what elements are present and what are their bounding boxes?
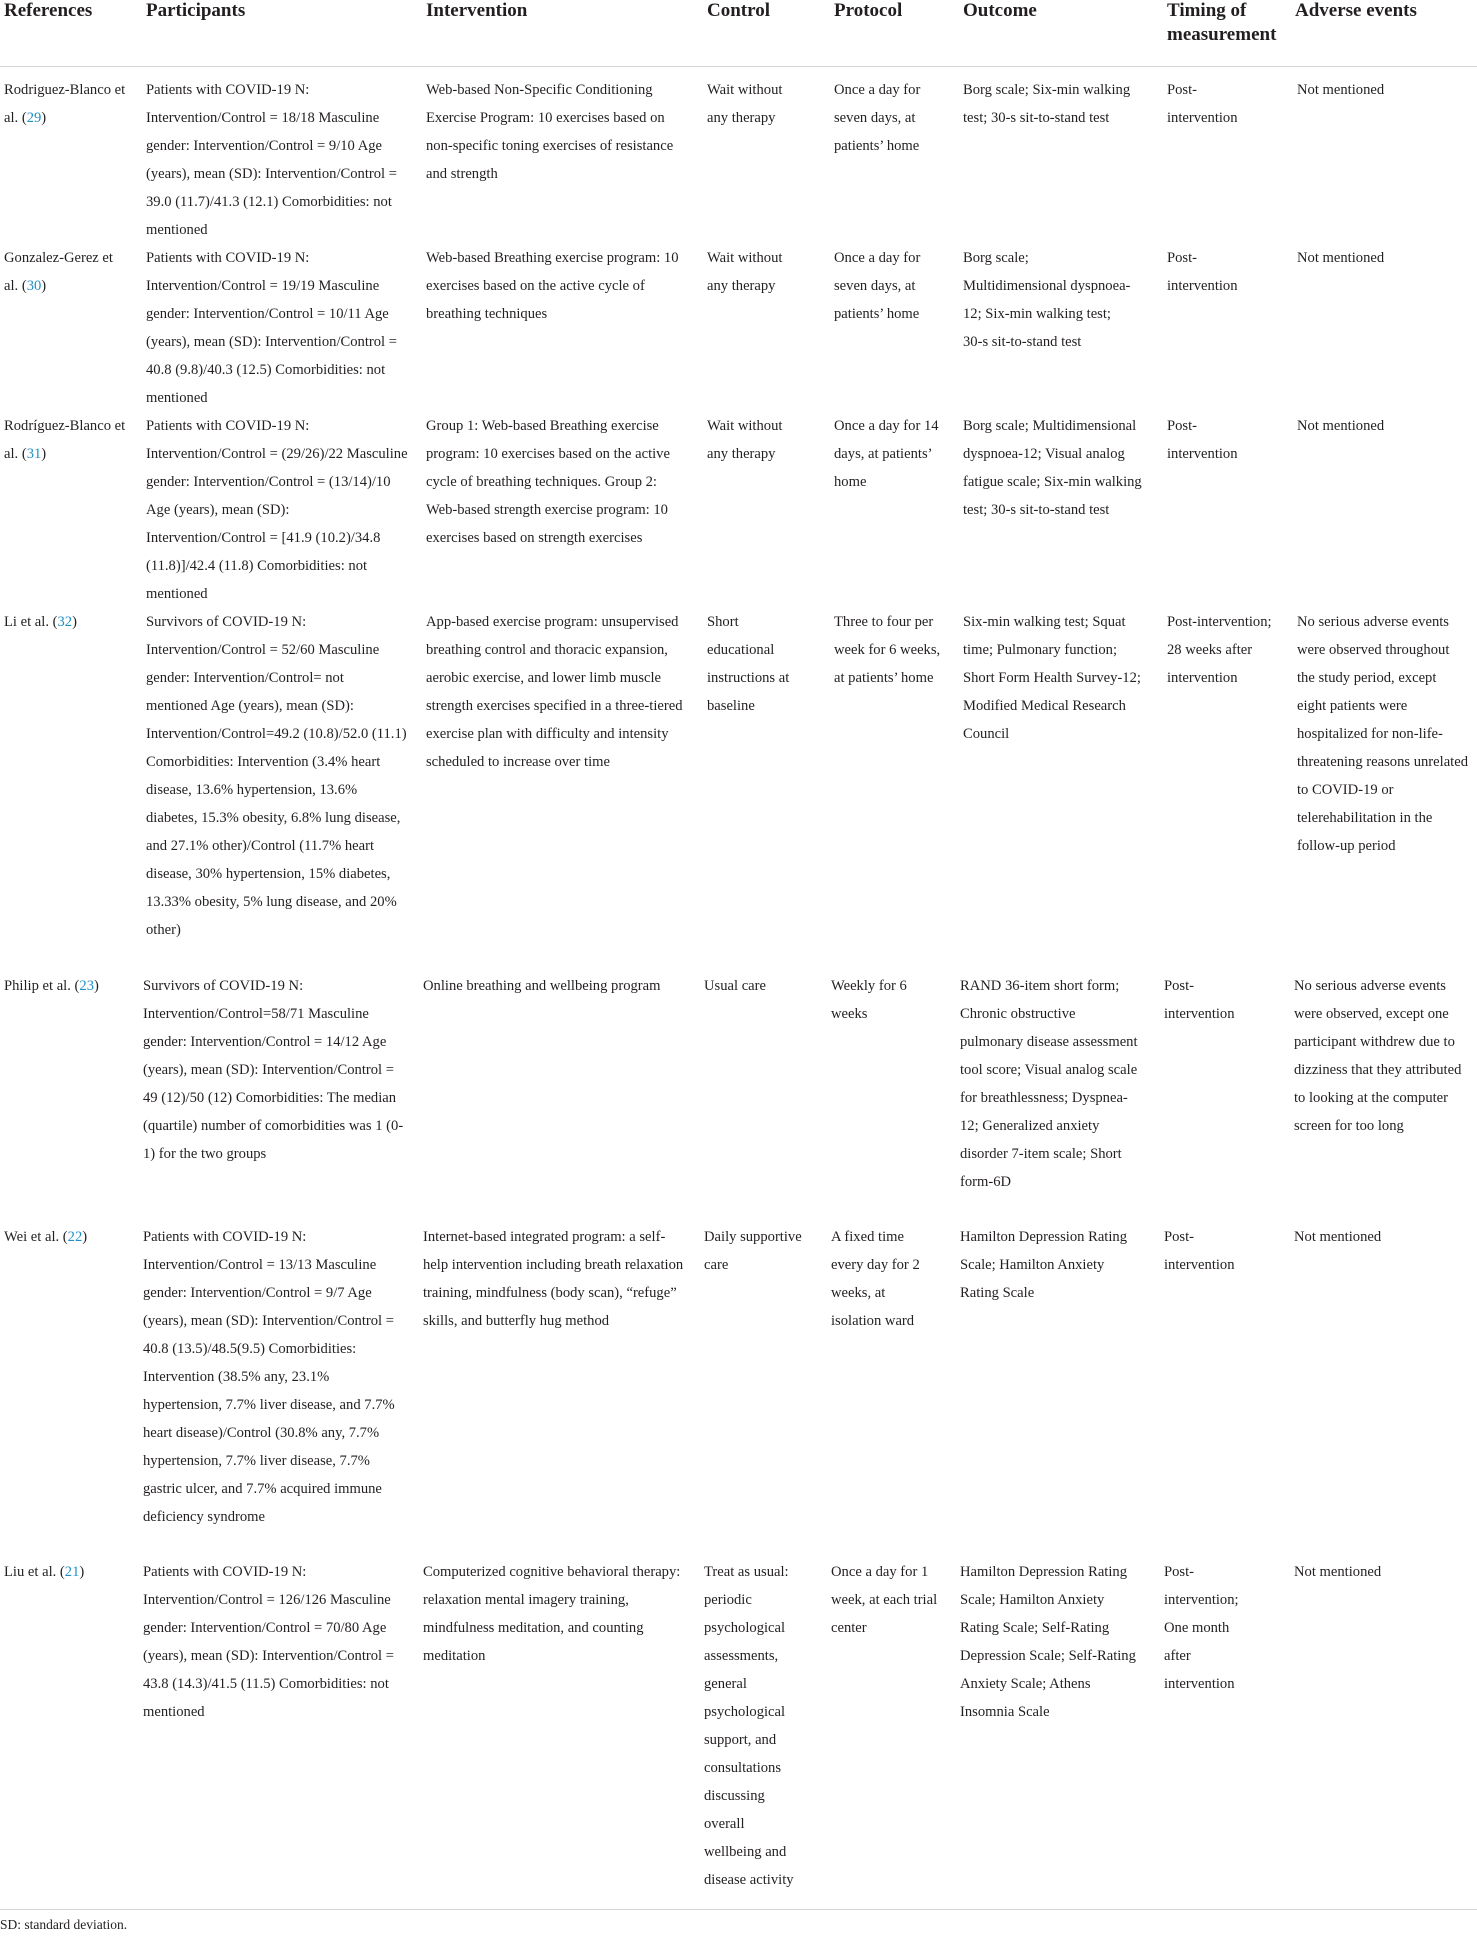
outcome-cell: Hamilton Depression Rating Scale; Hamilton Anxiety Rating Scale; Self-Rating Depression Scale; Self-Rating Anxiety Scale; Athens Insomnia Scale [960,1564,1136,1720]
reference-cell [4,608,126,636]
timing-cell: Post-intervention; 28 weeks after intervention [1167,614,1272,686]
reference-cell [4,76,126,132]
protocol-cell: Once a day for seven days, at patients’ home [834,250,921,322]
outcome-cell: Hamilton Depression Rating Scale; Hamilton Anxiety Rating Scale [960,1229,1127,1301]
control-cell: Wait without any therapy [707,82,783,126]
outcome-cell: Borg scale; Six-min walking test; 30-s sit-to-stand test [963,82,1131,126]
reference-text: Gonzalez-Gerez et al. ( [4,250,113,294]
intervention-cell: Web-based Non-Specific Conditioning Exercise Program: 10 exercises based on non-specific toning exercises of resistance and strength [426,82,674,182]
participants-cell: Patients with COVID-19 N: Intervention/Control = 18/18 Masculine gender: Intervention/Control = 9/10 Age (years), mean (SD): Intervention/Control = 39.0 (11.7)/41.3 (12.1) Comorbidities: not mentioned [146,82,397,238]
intervention-cell: Group 1: Web-based Breathing exercise program: 10 exercises based on the active cycle of breathing techniques. Group 2: Web-based strength exercise program: 10 exercises based on strength exercises [426,418,670,546]
control-cell: Short educational instructions at baseline [707,614,790,714]
header-timing: Timing of measurement [1167,0,1277,45]
header-control: Control [707,0,770,21]
reference-cell [4,1223,126,1251]
reference-cell [4,244,126,300]
header-protocol: Protocol [834,0,903,21]
outcome-cell: Borg scale; Multidimensional dyspnoea-12; Visual analog fatigue scale; Six-min walking test; 30-s sit-to-stand test [963,418,1142,518]
citation-link[interactable]: 22 [67,1229,83,1245]
table-row [0,244,1477,409]
table-header-row [0,0,1477,67]
header-participants: Participants [146,0,246,21]
header-adverse-events: Adverse events [1295,0,1417,21]
participants-cell: Patients with COVID-19 N: Intervention/Control = (29/26)/22 Masculine gender: Intervention/Control = (13/14)/10 Age (years), mean (SD): Intervention/Control = [41.9 (10.2)/34.8 (11.8)]/42.4 (11.8) Comorbidities: not mentioned [146,418,408,602]
timing-cell: Post-intervention [1167,250,1238,294]
table-row [0,972,1477,1217]
timing-cell: Post-intervention [1167,418,1238,462]
timing-cell: Post-intervention [1164,1229,1235,1273]
table-row [0,1558,1477,1903]
reference-text: Wei et al. ( [4,1229,68,1245]
participants-cell: Patients with COVID-19 N: Intervention/Control = 126/126 Masculine gender: Intervention/Control = 70/80 Age (years), mean (SD): Intervention/Control = 43.8 (14.3)/41.5 (11.5) Comorbidities: not mentioned [143,1564,394,1720]
adverse-events-cell: No serious adverse events were observed throughout the study period, except eight patients were hospitalized for non-life-threatening reasons unrelated to COVID-19 or telerehabilitation in the follow-up period [1297,614,1468,854]
intervention-cell: App-based exercise program: unsupervised breathing control and thoracic expansion, aerobic exercise, and lower limb muscle strength exercises specified in a three-tiered exercise plan with difficulty and intensity scheduled to increase over time [426,614,683,770]
reference-text: Rodríguez-Blanco et al. ( [4,418,126,462]
header-intervention: Intervention [426,0,528,21]
reference-cell [4,412,128,468]
table-row [0,608,1477,968]
reference-close: ) [72,614,77,630]
reference-text: Li et al. ( [4,614,58,630]
citation-link[interactable]: 29 [26,110,42,126]
reference-text: Philip et al. ( [4,978,80,994]
protocol-cell: A fixed time every day for 2 weeks, at isolation ward [831,1229,920,1329]
timing-cell: Post-intervention [1164,978,1235,1022]
protocol-cell: Weekly for 6 weeks [831,978,907,1022]
control-cell: Usual care [704,978,766,994]
adverse-events-cell: Not mentioned [1294,1229,1382,1245]
adverse-events-cell: Not mentioned [1297,250,1385,266]
citation-link[interactable]: 31 [26,446,42,462]
header-references: References [4,0,93,21]
adverse-events-cell: Not mentioned [1294,1564,1382,1580]
outcome-cell: Six-min walking test; Squat time; Pulmonary function; Short Form Health Survey-12; Modified Medical Research Council [963,614,1141,742]
adverse-events-cell: No serious adverse events were observed, except one participant withdrew due to dizziness that they attributed to looking at the computer screen for too long [1294,978,1462,1134]
reference-cell [4,1558,126,1586]
citation-link[interactable]: 30 [26,278,42,294]
reference-close: ) [41,278,47,294]
footer-divider [0,1909,1477,1910]
reference-close: ) [82,1229,88,1245]
intervention-cell: Web-based Breathing exercise program: 10 exercises based on the active cycle of breathing techniques [426,250,679,322]
intervention-cell: Internet-based integrated program: a self-help intervention including breath relaxation training, mindfulness (body scan), “refuge” skills, and butterfly hug method [423,1229,684,1329]
adverse-events-cell: Not mentioned [1297,418,1385,434]
timing-cell: Post-intervention; One month after intervention [1164,1564,1239,1692]
table-footnote: SD: standard deviation. [0,1917,128,1932]
table-row [0,412,1477,607]
protocol-cell: Once a day for seven days, at patients’ home [834,82,921,154]
intervention-cell: Computerized cognitive behavioral therapy: relaxation mental imagery training, mindfulness meditation, and counting meditation [423,1564,681,1664]
reference-cell [4,972,126,1000]
table-row [0,1223,1477,1553]
intervention-cell: Online breathing and wellbeing program [423,978,661,994]
reference-close: ) [79,1564,85,1580]
adverse-events-cell: Not mentioned [1297,82,1385,98]
reference-text: Liu et al. ( [4,1564,65,1580]
control-cell: Daily supportive care [704,1229,802,1273]
table-row [0,76,1477,241]
control-cell: Wait without any therapy [707,418,783,462]
control-cell: Treat as usual: periodic psychological assessments, general psychological support, and consultations discussing overall wellbeing and disease activity [704,1564,794,1888]
timing-cell: Post-intervention [1167,82,1238,126]
citation-link[interactable]: 21 [64,1564,80,1580]
header-outcome: Outcome [963,0,1037,21]
reference-close: ) [41,110,47,126]
reference-close: ) [41,446,47,462]
outcome-cell: RAND 36-item short form; Chronic obstructive pulmonary disease assessment tool score; Visual analog scale for breathlessness; Dyspnea-12; Generalized anxiety disorder 7-item scale; Short form-6D [960,978,1138,1190]
reference-text: Rodriguez-Blanco et al. ( [4,82,126,126]
protocol-cell: Once a day for 1 week, at each trial center [831,1564,938,1636]
protocol-cell: Once a day for 14 days, at patients’ home [834,418,939,490]
citation-link[interactable]: 23 [79,978,94,994]
participants-cell: Patients with COVID-19 N: Intervention/Control = 19/19 Masculine gender: Intervention/Control = 10/11 Age (years), mean (SD): Intervention/Control = 40.8 (9.8)/40.3 (12.5) Comorbidities: not mentioned [146,250,397,406]
control-cell: Wait without any therapy [707,250,783,294]
protocol-cell: Three to four per week for 6 weeks, at patients’ home [834,614,941,686]
participants-cell: Survivors of COVID-19 N: Intervention/Control=58/71 Masculine gender: Intervention/Control = 14/12 Age (years), mean (SD): Intervention/Control = 49 (12)/50 (12) Comorbidities: The median (quartile) number of comorbidities was 1 (0-1) for the two groups [143,978,404,1162]
participants-cell: Patients with COVID-19 N: Intervention/Control = 13/13 Masculine gender: Intervention/Control = 9/7 Age (years), mean (SD): Intervention/Control = 40.8 (13.5)/48.5(9.5) Comorbidities: Intervention (38.5% any, 23.1% hypertension, 7.7% liver disease, and 7.7% heart disease)/Control (30.8% any, 7.7% hypertension, 7.7% liver disease, 7.7% gastric ulcer, and 7.7% acquired immune deficiency syndrome [143,1229,395,1525]
citation-link[interactable]: 32 [57,614,73,630]
participants-cell: Survivors of COVID-19 N: Intervention/Control = 52/60 Masculine gender: Intervention/Control= not mentioned Age (years), mean (SD): Intervention/Control=49.2 (10.8)/52.0 (11.1) Comorbidities: Intervention (3.4% heart disease, 13.6% hypertension, 13.6% diabetes, 15.3% obesity, 6.8% lung disease, and 27.1% other)/Control (11.7% heart disease, 30% hypertension, 15% diabetes, 13.33% obesity, 5% lung disease, and 20% other) [146,614,407,938]
outcome-cell: Borg scale; Multidimensional dyspnoea-12; Six-min walking test; 30-s sit-to-stand test [963,250,1131,350]
reference-close: ) [94,978,99,994]
